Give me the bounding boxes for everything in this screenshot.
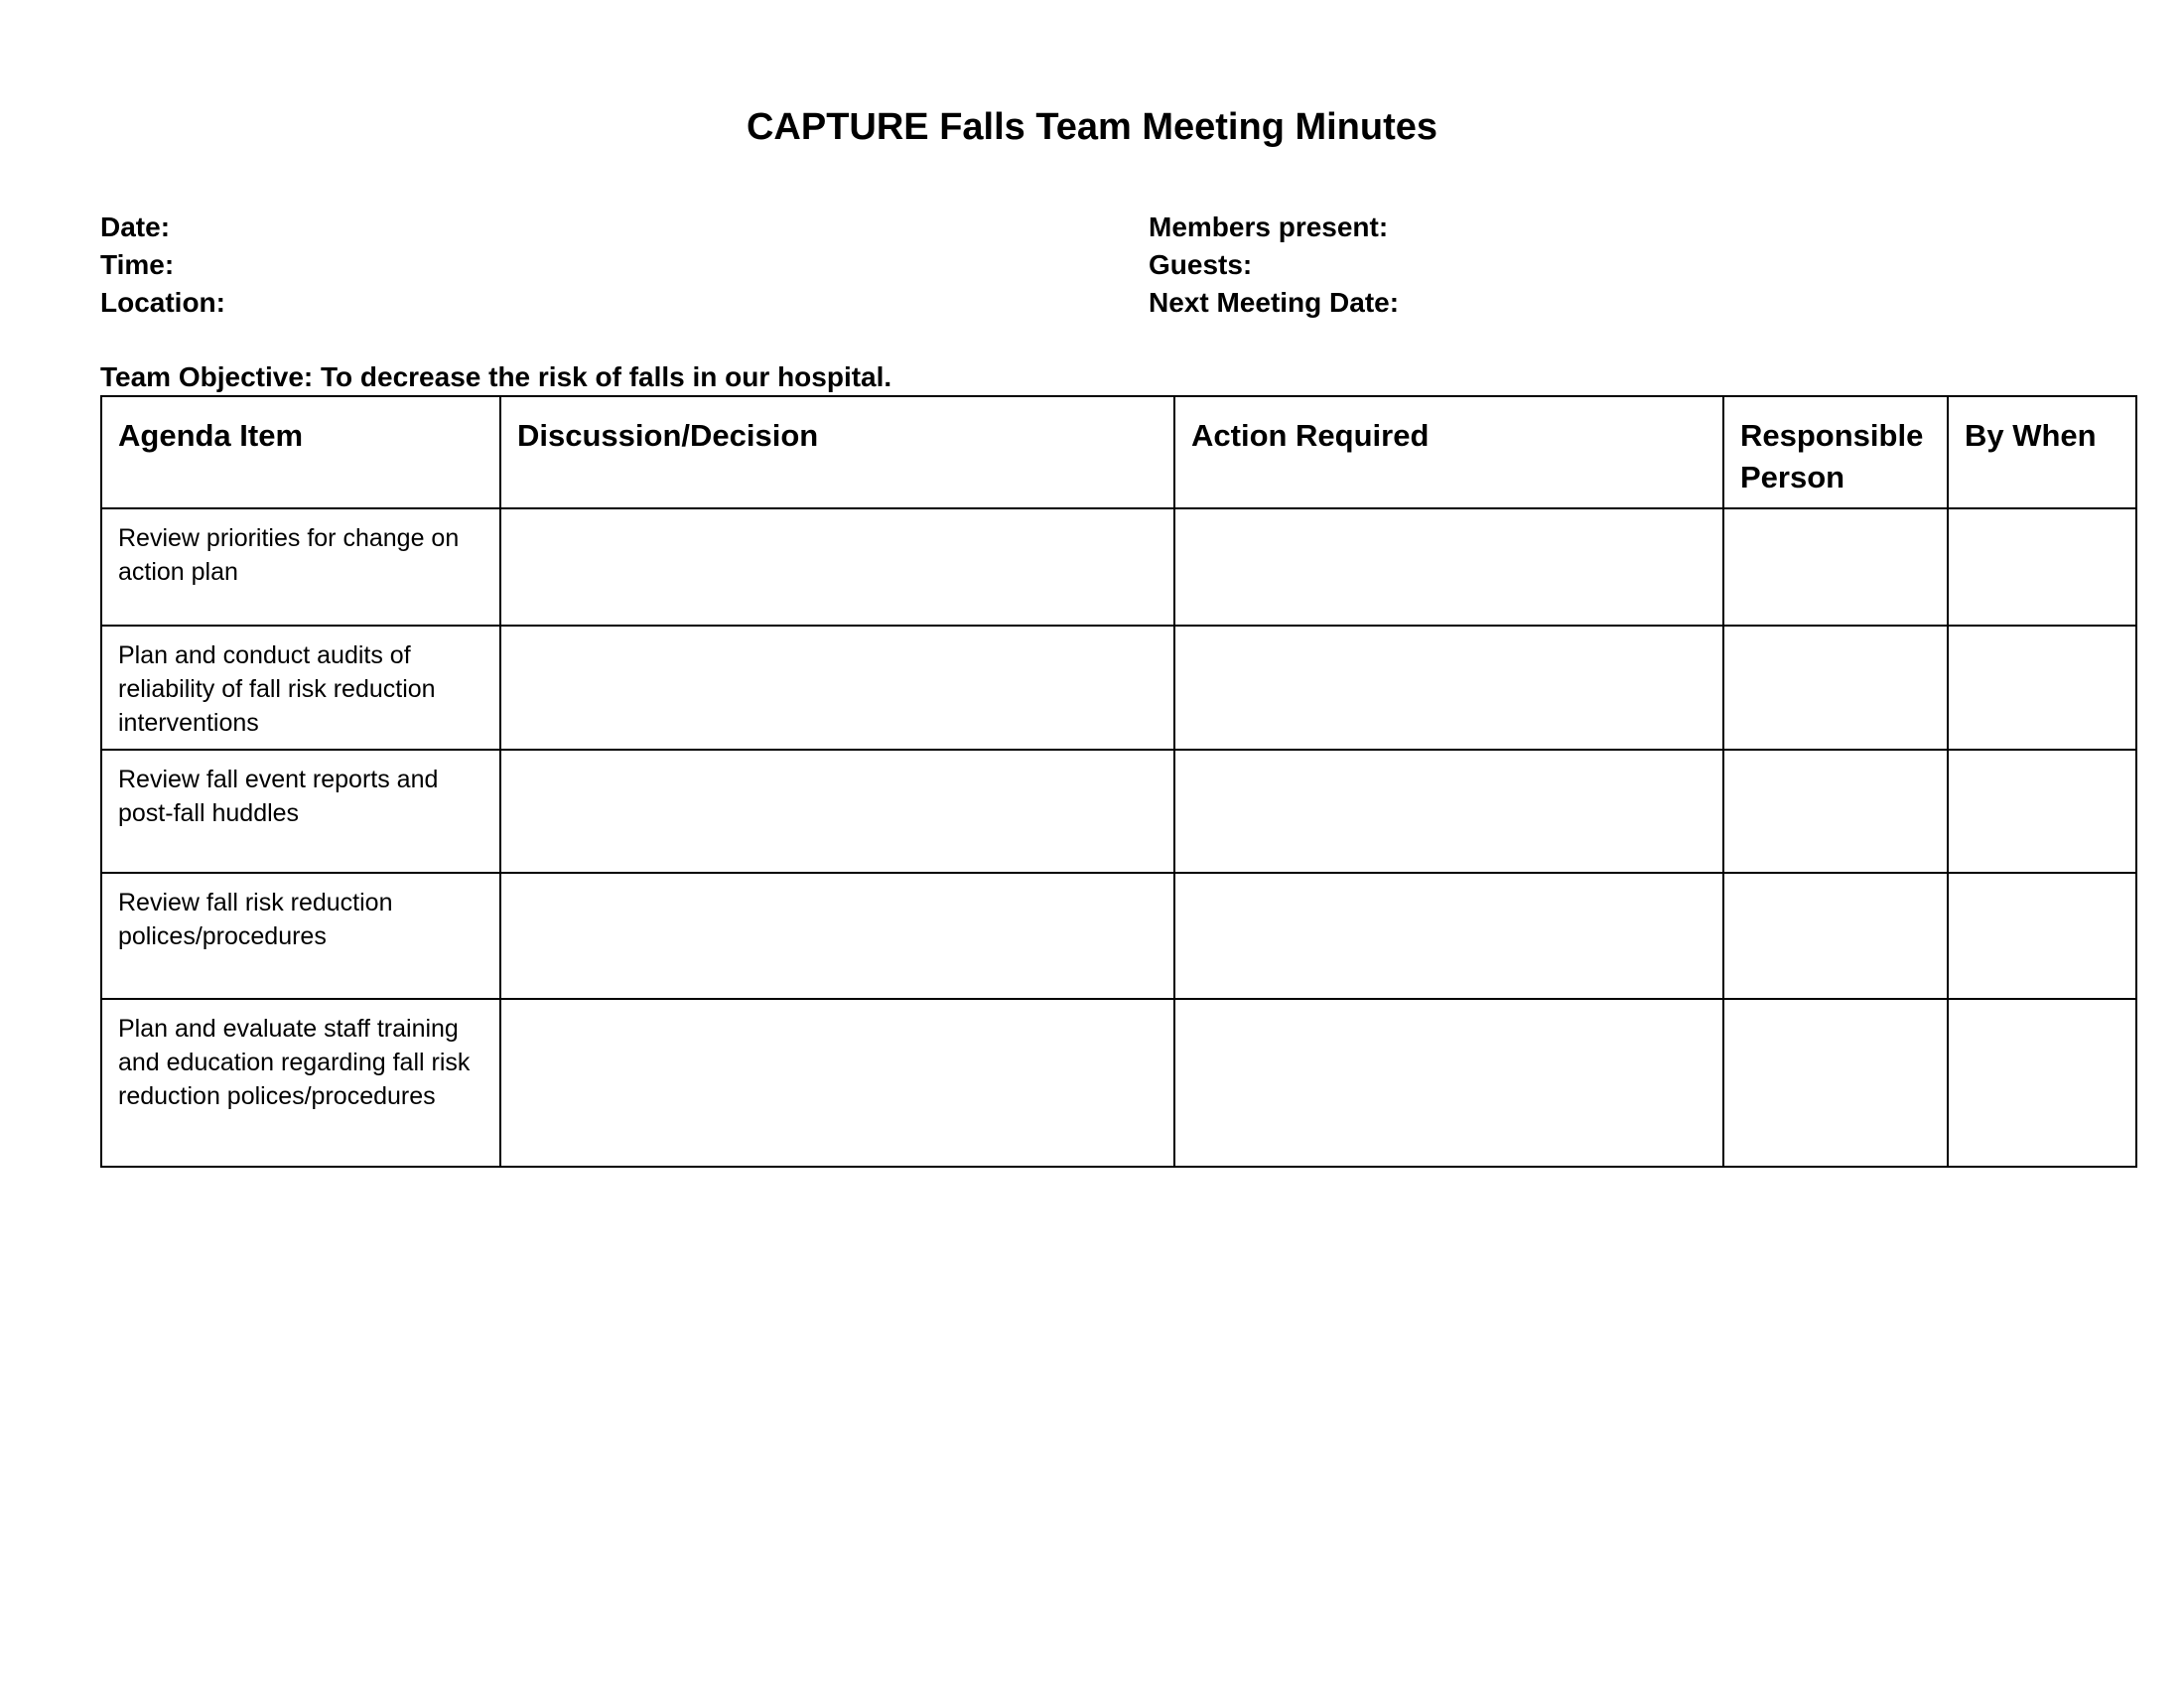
time-label: Time: — [100, 249, 175, 280]
responsible-cell — [1723, 999, 1948, 1167]
guests-label: Guests: — [1149, 249, 1253, 280]
meeting-details-right — [1149, 209, 1399, 322]
table-row — [101, 999, 2136, 1167]
responsible-cell — [1723, 626, 1948, 750]
table-row — [101, 508, 2136, 626]
by-when-cell — [1948, 999, 2136, 1167]
responsible-cell — [1723, 508, 1948, 626]
table-row — [101, 626, 2136, 750]
header-action-required: Action Required — [1174, 396, 1723, 508]
table-row — [101, 873, 2136, 999]
by-when-cell — [1948, 873, 2136, 999]
table-header-row — [101, 396, 2136, 508]
action-cell — [1174, 873, 1723, 999]
agenda-item-cell: Plan and evaluate staff training and education regarding fall risk reduction polices/procedures — [101, 999, 500, 1167]
date-label: Date: — [100, 211, 171, 242]
by-when-cell — [1948, 626, 2136, 750]
action-cell — [1174, 626, 1723, 750]
responsible-cell — [1723, 750, 1948, 873]
members-present-label: Members present: — [1149, 211, 1389, 242]
discussion-cell — [500, 873, 1174, 999]
action-cell — [1174, 750, 1723, 873]
by-when-cell — [1948, 750, 2136, 873]
discussion-cell — [500, 750, 1174, 873]
action-cell — [1174, 508, 1723, 626]
meeting-details-left — [100, 209, 225, 322]
header-agenda-item: Agenda Item — [101, 396, 500, 508]
agenda-item-cell: Review fall risk reduction polices/procedures — [101, 873, 500, 999]
table-row — [101, 750, 2136, 873]
discussion-cell — [500, 508, 1174, 626]
location-label: Location: — [100, 287, 225, 318]
page-title: CAPTURE Falls Team Meeting Minutes — [746, 106, 1438, 148]
agenda-item-cell: Review priorities for change on action plan — [101, 508, 500, 626]
header-responsible-person: Responsible Person — [1723, 396, 1948, 508]
header-by-when: By When — [1948, 396, 2136, 508]
action-cell — [1174, 999, 1723, 1167]
discussion-cell — [500, 626, 1174, 750]
discussion-cell — [500, 999, 1174, 1167]
by-when-cell — [1948, 508, 2136, 626]
responsible-cell — [1723, 873, 1948, 999]
agenda-table — [100, 395, 2137, 1168]
team-objective: Team Objective: To decrease the risk of falls in our hospital. — [100, 361, 892, 392]
next-meeting-date-label: Next Meeting Date: — [1149, 287, 1400, 318]
agenda-item-cell: Review fall event reports and post-fall huddles — [101, 750, 500, 873]
agenda-item-cell: Plan and conduct audits of reliability of fall risk reduction interventions — [101, 626, 500, 750]
header-discussion-decision: Discussion/Decision — [500, 396, 1174, 508]
